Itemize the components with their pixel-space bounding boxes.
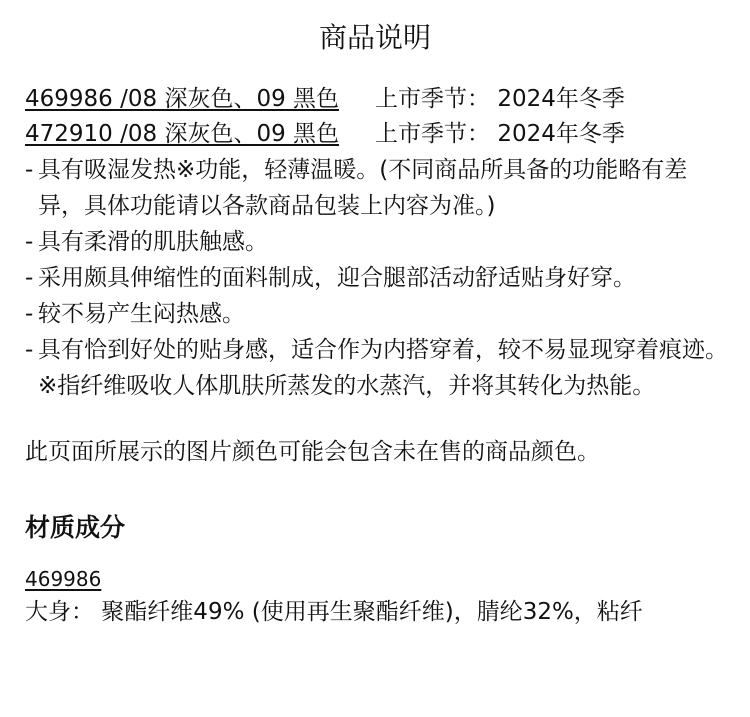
color-disclaimer: 此页面所展示的图片颜色可能会包含未在售的商品颜色。 bbox=[25, 439, 600, 465]
feature-text: 具有吸湿发热※功能，轻薄温暖。(不同商品所具备的功能略有差异，具体功能请以各款商品包装上内容为准。) bbox=[38, 157, 688, 219]
feature-text: 具有柔滑的肌肤触感。 bbox=[38, 229, 268, 255]
product-season: 上市季节： 2024年冬季 bbox=[375, 121, 625, 147]
material-composition: 大身： 聚酯纤维49% (使用再生聚酯纤维)，腈纶32%，粘纤 bbox=[25, 599, 643, 625]
page-title: 商品说明 bbox=[318, 21, 431, 54]
product-row bbox=[25, 82, 730, 117]
feature-item bbox=[25, 224, 730, 260]
feature-item bbox=[25, 260, 730, 296]
feature-text: 较不易产生闷热感。 bbox=[38, 301, 245, 327]
materials-heading: 材质成分 bbox=[25, 513, 126, 542]
description-content bbox=[25, 82, 730, 630]
product-season: 上市季节： 2024年冬季 bbox=[375, 86, 625, 112]
product-code-link[interactable]: 469986 /08 深灰色、09 黑色 bbox=[25, 86, 340, 112]
feature-dash: - bbox=[25, 301, 34, 327]
material-product-code-link[interactable]: 469986 bbox=[25, 567, 102, 591]
function-note: ※指纤维吸收人体肌肤所蒸发的水蒸汽，并将其转化为热能。 bbox=[38, 373, 656, 399]
product-row bbox=[25, 117, 730, 152]
product-code-link[interactable]: 472910 /08 深灰色、09 黑色 bbox=[25, 121, 340, 147]
feature-dash: - bbox=[25, 229, 34, 255]
feature-item bbox=[25, 296, 730, 332]
feature-item bbox=[25, 152, 730, 224]
feature-text: 采用颇具伸缩性的面料制成，迎合腿部活动舒适贴身好穿。 bbox=[38, 265, 636, 291]
feature-dash: - bbox=[25, 157, 34, 183]
feature-dash: - bbox=[25, 265, 34, 291]
feature-dash: - bbox=[25, 337, 34, 363]
feature-text: 具有恰到好处的贴身感，适合作为内搭穿着，较不易显现穿着痕迹。 bbox=[38, 337, 728, 363]
feature-item bbox=[25, 332, 730, 368]
